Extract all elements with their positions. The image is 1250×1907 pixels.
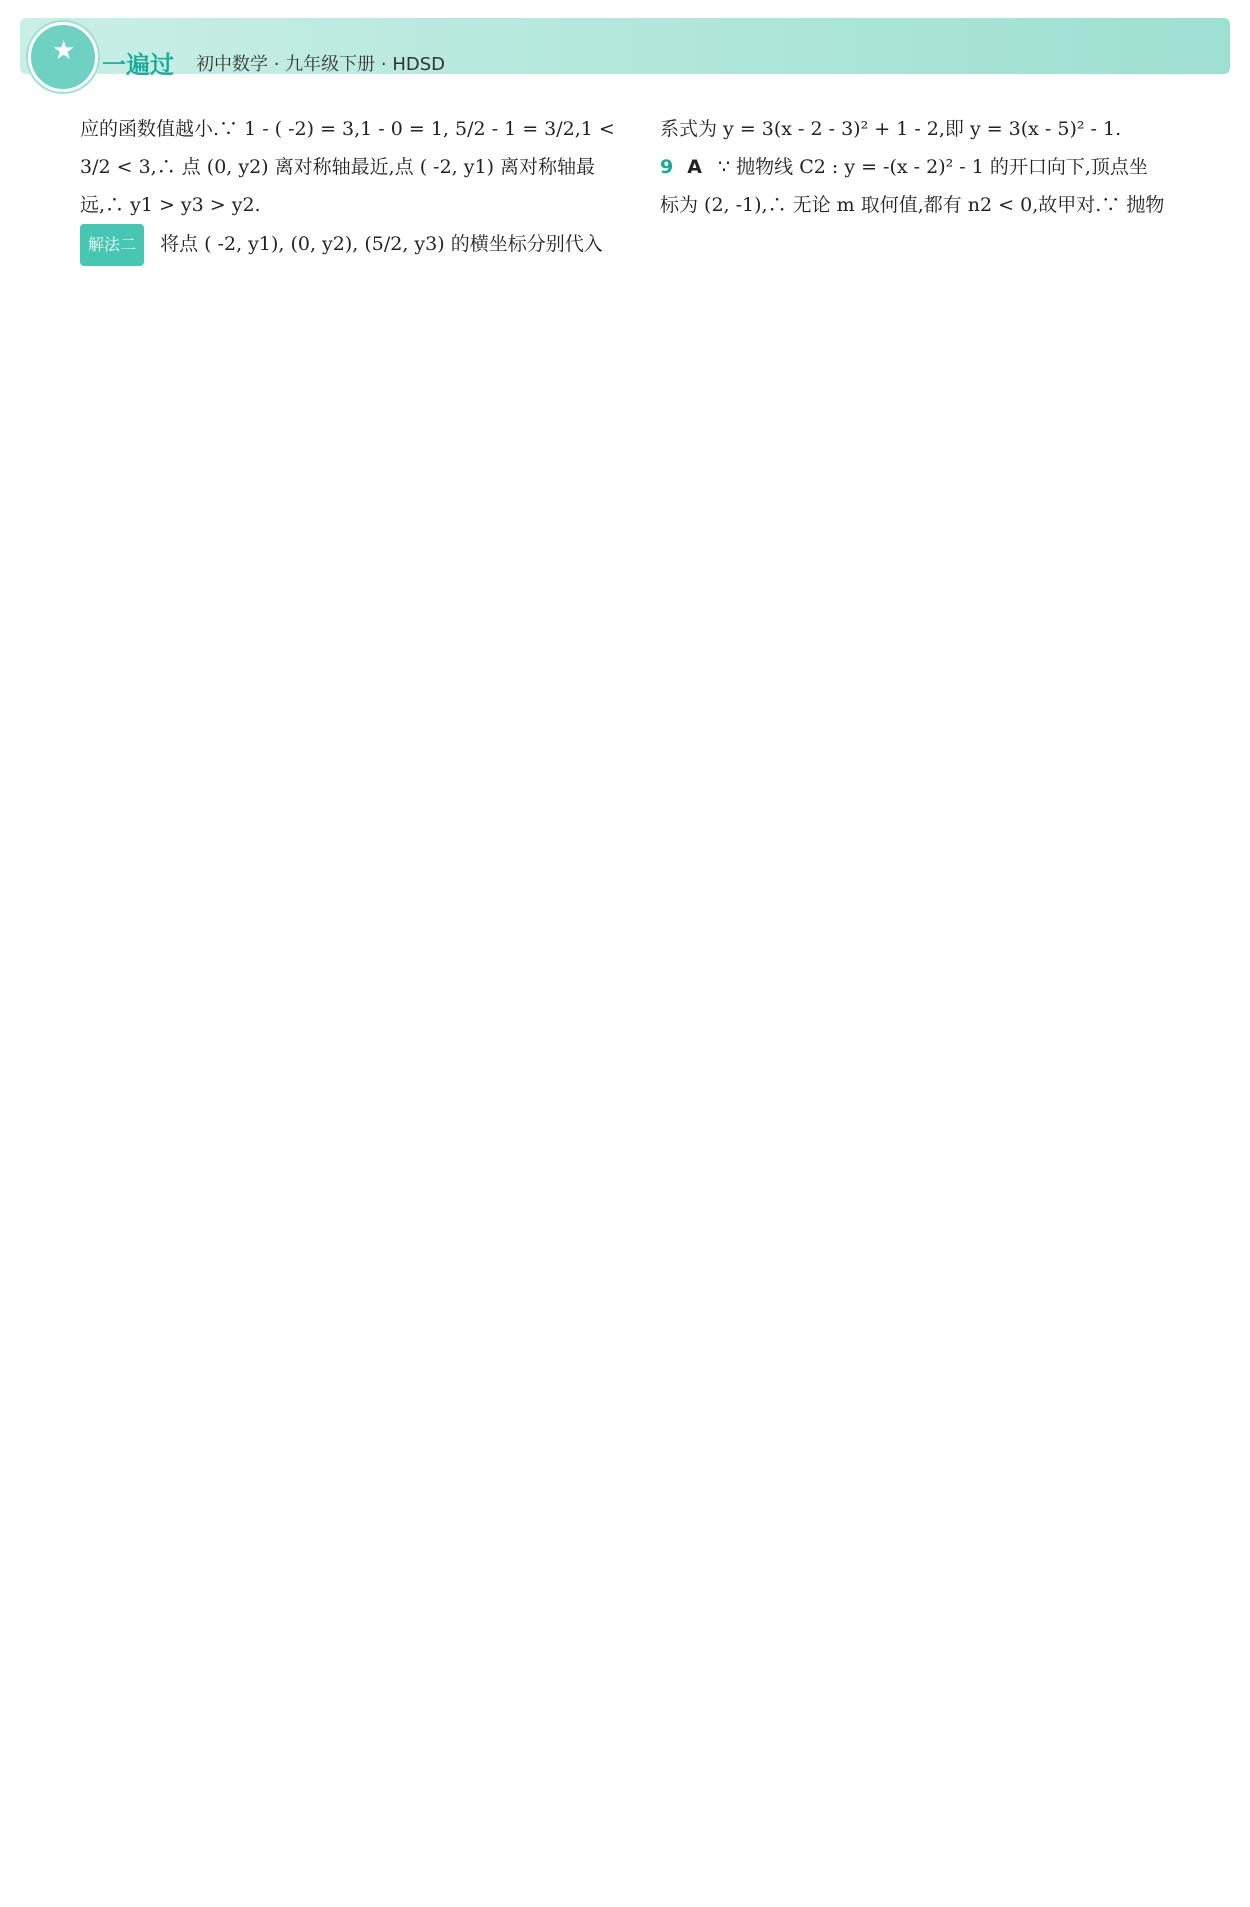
text-line: 应的函数值越小.∵ 1 - ( -2) = 3,1 - 0 = 1, 5/2 - 1 = 3/2,1 < [80, 118, 615, 140]
text-line: 远,∴ y1 > y3 > y2. [80, 194, 261, 216]
right-column [660, 110, 1220, 224]
text-line: 3/2 < 3,∴ 点 (0, y2) 离对称轴最近,点 ( -2, y1) 离对称轴最 [80, 156, 596, 178]
brand-title: 一遍过 [102, 51, 174, 79]
star-icon: ★ [52, 36, 76, 66]
question-9 [660, 148, 1220, 186]
question-number: 9 [660, 156, 674, 178]
text-line: 标为 (2, -1),∴ 无论 m 取何值,都有 n2 < 0,故甲对.∵ 抛物 [660, 194, 1165, 216]
page-header [0, 0, 1250, 100]
answer-choice: A [687, 156, 702, 178]
left-column [80, 110, 640, 266]
text-line: 系式为 y = 3(x - 2 - 3)² + 1 - 2,即 y = 3(x - 5)² - 1. [660, 118, 1122, 140]
subject-label: 初中数学 · 九年级下册 · HDSD [196, 54, 446, 75]
solution-line [80, 224, 640, 266]
solution-badge: 解法二 [80, 224, 144, 266]
text-line: ∵ 抛物线 C2 : y = -(x - 2)² - 1 的开口向下,顶点坐 [718, 156, 1148, 178]
text-line: 将点 ( -2, y1), (0, y2), (5/2, y3) 的横坐标分别代入 [160, 233, 603, 255]
